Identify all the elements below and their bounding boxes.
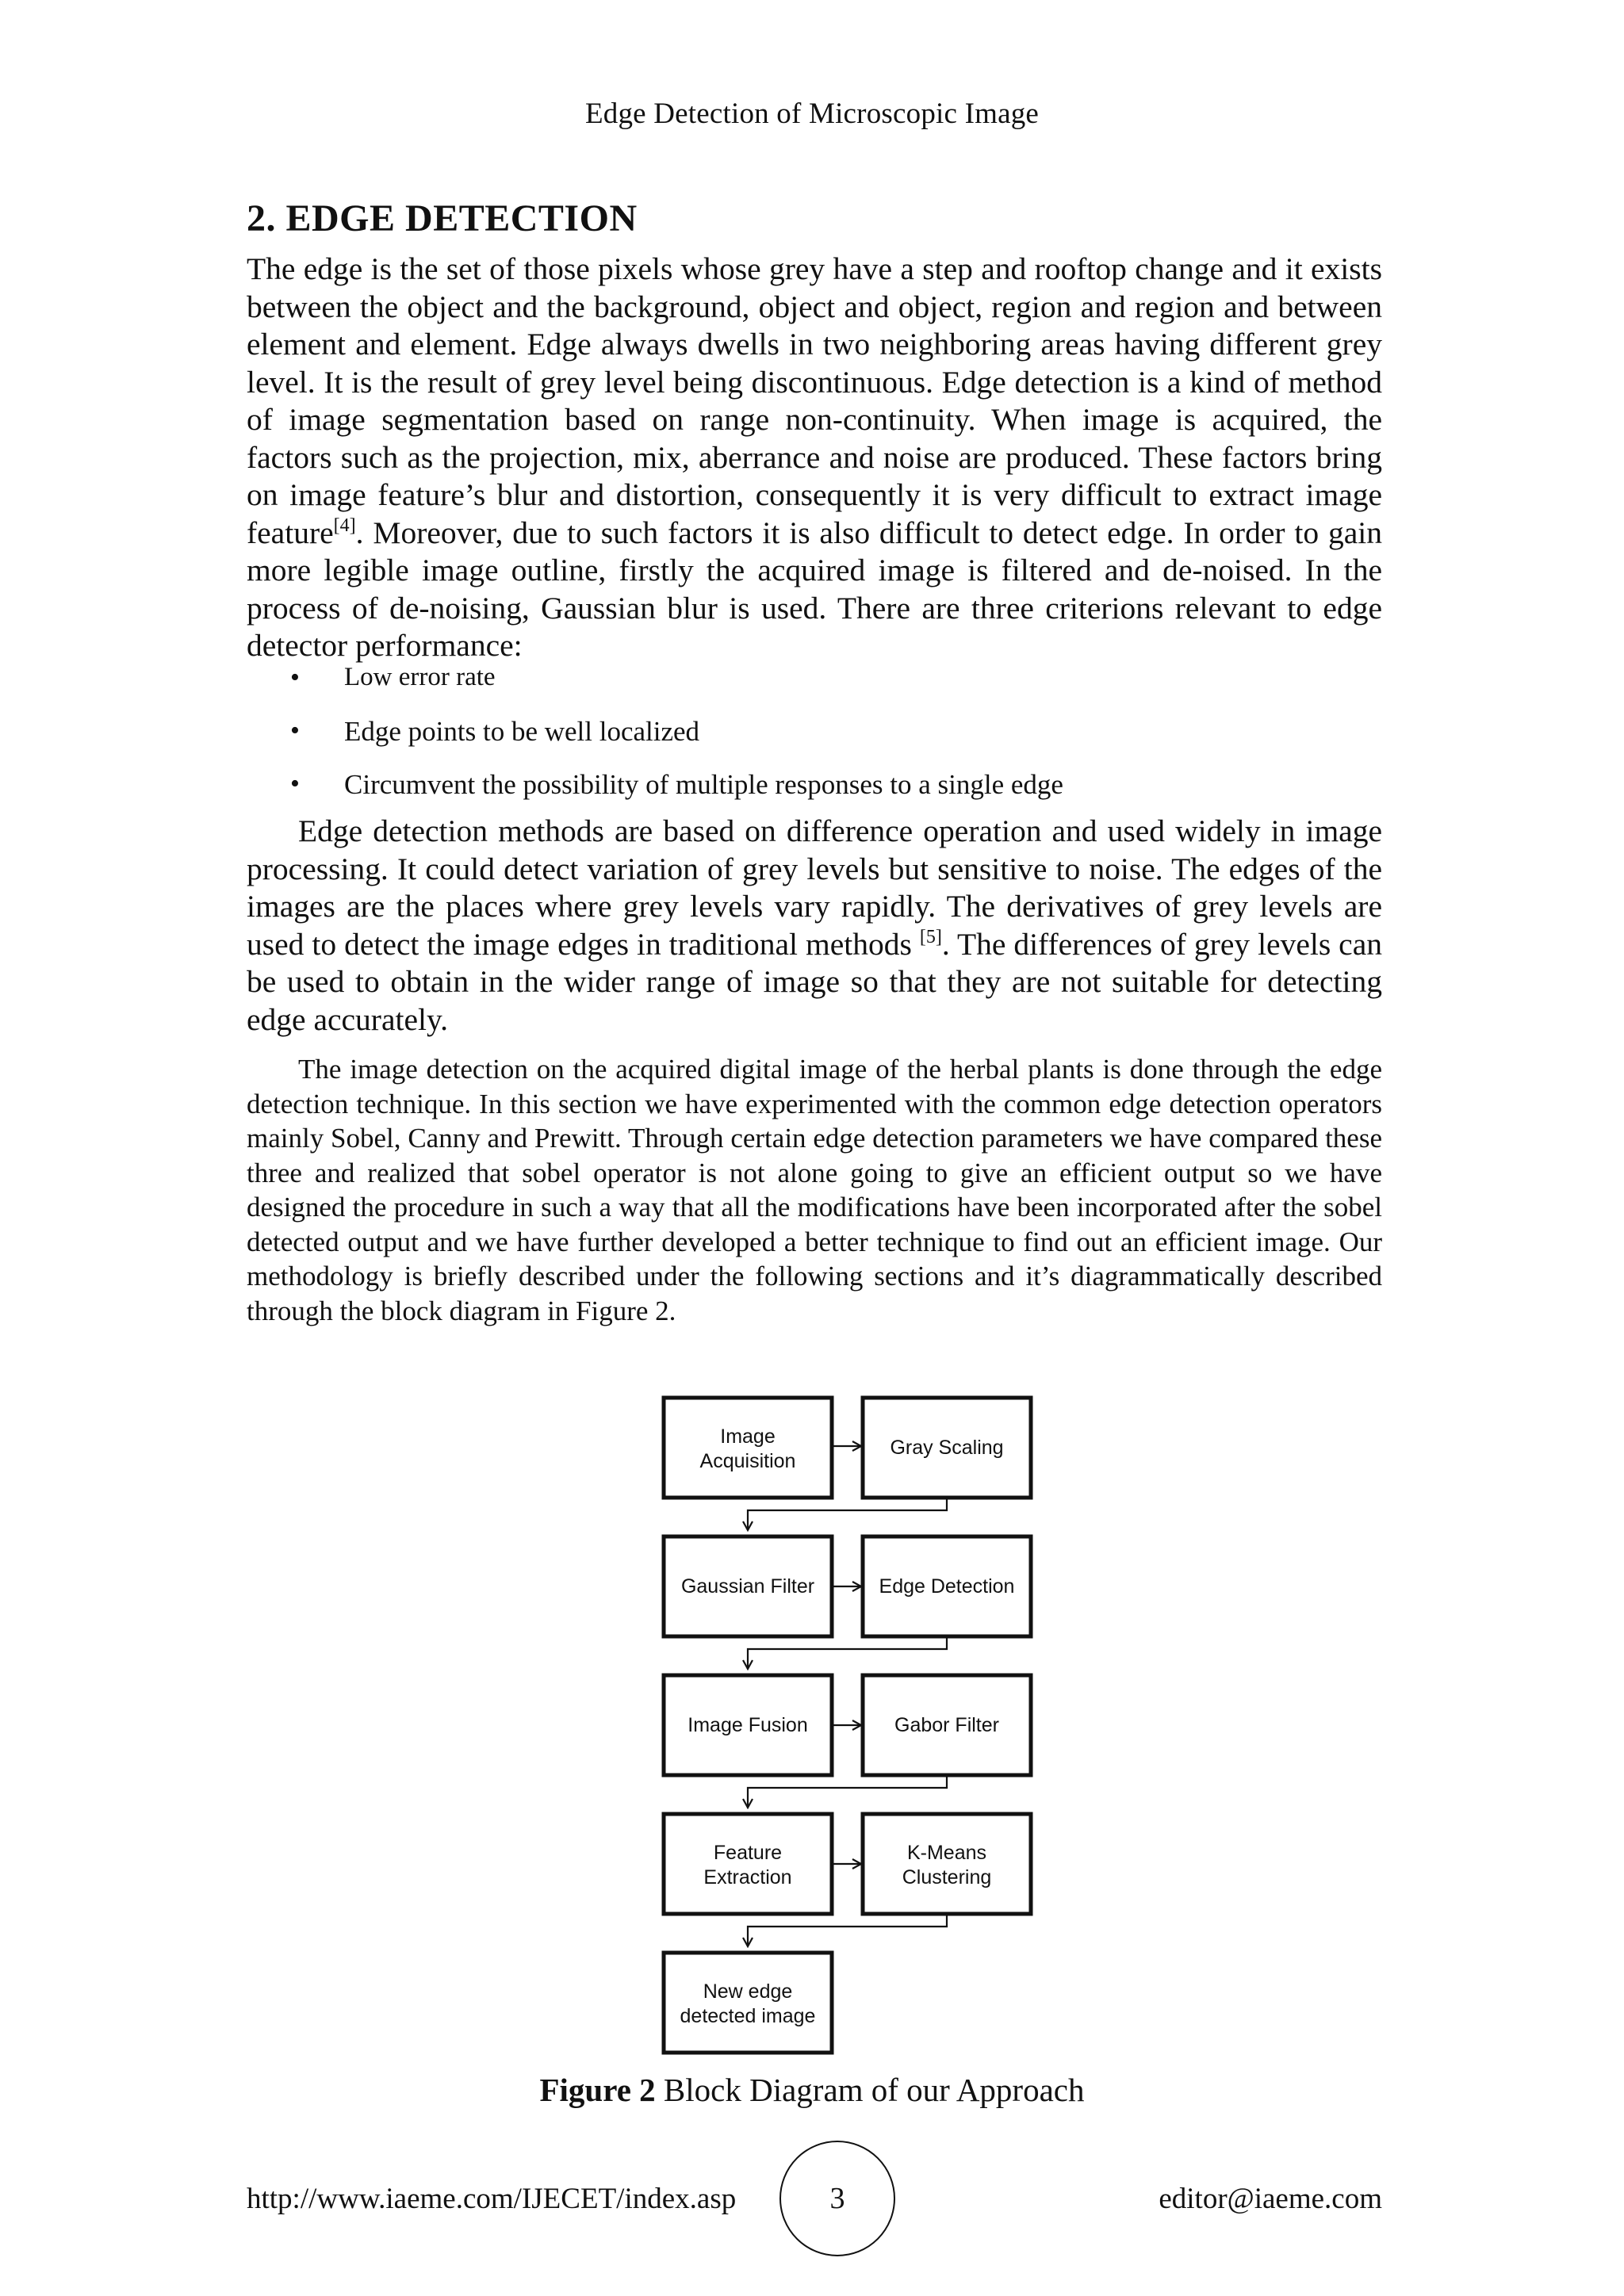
citation-4[interactable]: [4] <box>333 515 356 536</box>
block-new-edge-image <box>664 1953 832 2053</box>
block-diagram-svg <box>649 1395 1045 2061</box>
citation-5[interactable]: [5] <box>919 926 942 947</box>
block-label: Extraction <box>703 1866 792 1888</box>
figure-label: Figure 2 <box>539 2072 656 2108</box>
footer-email-link[interactable]: editor@iaeme.com <box>1159 2183 1382 2215</box>
paragraph-2-text-a: Edge detection methods are based on difference operation and used widely in image processing. It could detect variation of grey levels but sensitive to noise. The edges of the images are the places where grey levels vary rapidly. The derivatives of grey levels are used to detect the image edges in traditional methods <box>247 813 1382 962</box>
paragraph-3: The image detection on the acquired digital image of the herbal plants is done through the edge detection technique. In this section we have experimented with the common edge detection operators mainly Sobel, Canny and Prewitt. Through certain edge detection parameters we have compared these three and realized that sobel operator is not alone going to give an efficient output so we have designed the procedure in such a way that all the modifications have been incorporated after the sobel detected output and we have further developed a better technique to find out an efficient image. Our methodology is briefly described under the following sections and it’s diagrammatically described through the block diagram in Figure 2. <box>247 1054 1382 1326</box>
block-label: detected image <box>680 2005 816 2027</box>
block-label: Feature <box>713 1842 783 1864</box>
block-feature-extraction <box>664 1814 832 1914</box>
block-label: Edge Detection <box>879 1575 1015 1598</box>
block-diagram <box>649 1395 1045 2061</box>
block-label: Clustering <box>902 1866 992 1888</box>
block-label: Gray Scaling <box>890 1437 1004 1459</box>
paragraph-2 <box>247 813 1382 1039</box>
footer-url-link[interactable]: http://www.iaeme.com/IJECET/index.asp <box>247 2183 737 2215</box>
block-label: New edge <box>703 1980 793 2003</box>
list-item: • Circumvent the possibility of multiple responses to a single edge <box>247 769 1382 809</box>
block-label: Gaussian Filter <box>680 1575 815 1598</box>
block-label: Image Fusion <box>688 1714 808 1736</box>
section-title: 2. EDGE DETECTION <box>247 197 638 239</box>
block-label: Acquisition <box>699 1450 796 1472</box>
connector-down <box>748 1636 947 1669</box>
paragraph-1-text-a: The edge is the set of those pixels whose grey have a step and rooftop change and it exists between the object and the background, object and object, region and region and between element and element. Edge always dwells in two neighboring areas having different grey level. It is the result of grey level being discontinuous. Edge detection is a kind of method of image segmentation based on range non-continuity. When image is acquired, the factors such as the projection, mix, aberrance and noise are produced. These factors bring on image feature’s blur and distortion, consequently it is very difficult to extract image feature <box>247 251 1382 550</box>
list-item: • Low error rate <box>247 663 1382 716</box>
paragraph-1-text-b: . Moreover, due to such factors it is also difficult to detect edge. In order to gain more legible image outline, firstly the acquired image is filtered and de-noised. In the process of de-noising, Gaussian blur is used. There are three criterions relevant to edge detector performance: <box>247 515 1382 663</box>
block-label: Gabor Filter <box>894 1714 999 1736</box>
list-item: • Edge points to be well localized <box>247 716 1382 769</box>
connector-down <box>748 1775 947 1808</box>
figure-caption-text: Block Diagram of our Approach <box>655 2072 1085 2108</box>
figure-caption <box>0 2071 1624 2109</box>
connector-down <box>748 1498 947 1530</box>
connector-down <box>748 1914 947 1946</box>
block-kmeans-clustering <box>863 1814 1031 1914</box>
paragraph-2-text-b: . The differences of grey levels can be used to obtain in the wider range of image so that they are not suitable for detecting edge accurately. <box>247 926 1382 1037</box>
paragraph-1 <box>247 251 1382 665</box>
block-label: K-Means <box>906 1842 987 1864</box>
running-header: Edge Detection of Microscopic Image <box>584 98 1040 130</box>
criteria-list <box>247 663 1382 809</box>
page-number: 3 <box>779 2141 895 2256</box>
block-image-acquisition <box>664 1398 832 1498</box>
block-label: Image <box>720 1425 776 1448</box>
